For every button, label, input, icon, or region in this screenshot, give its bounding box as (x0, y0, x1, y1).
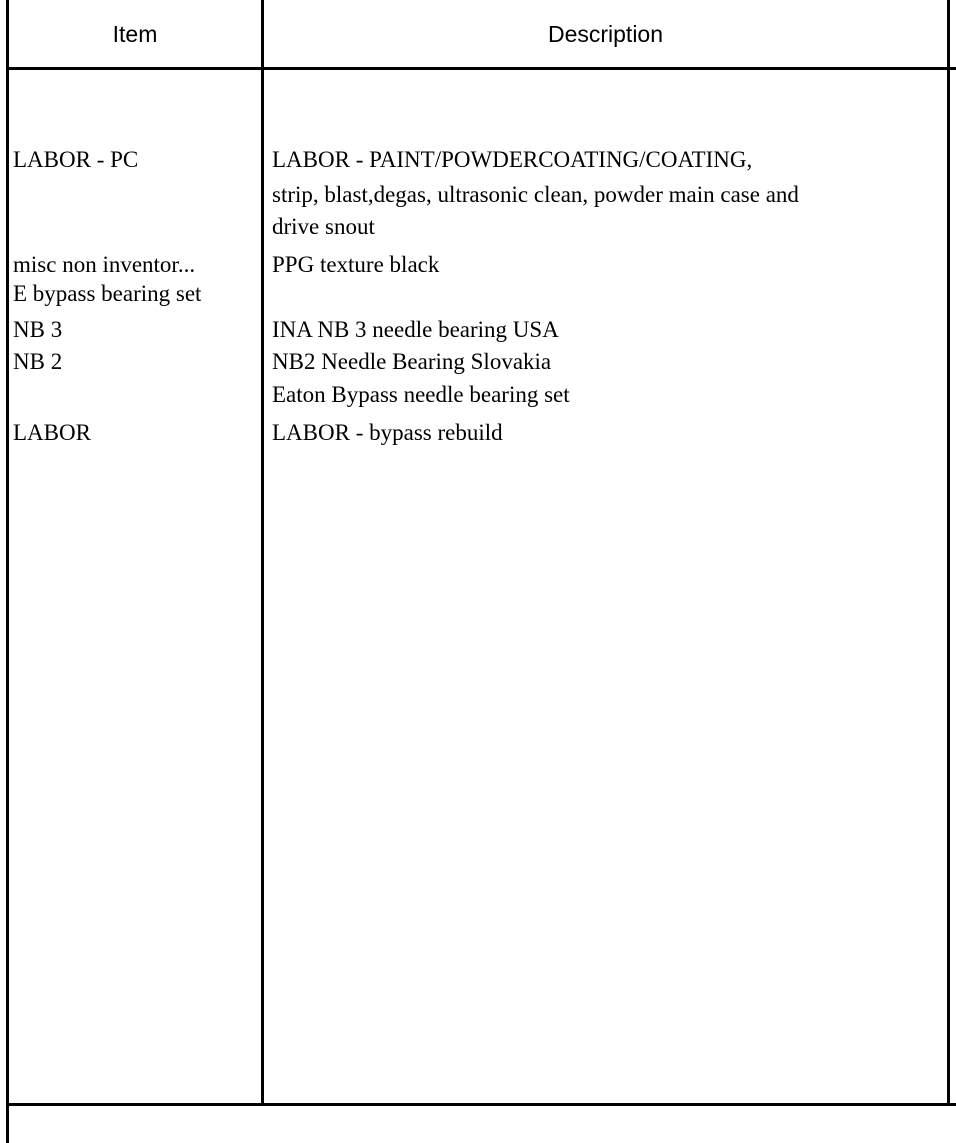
header-item: Item (112, 20, 158, 47)
left-border (6, 0, 9, 1143)
description-line: LABOR - bypass rebuild (272, 420, 503, 445)
right-border (947, 0, 950, 1106)
table-bottom-border (6, 1103, 956, 1106)
description-line: Eaton Bypass needle bearing set (272, 382, 570, 407)
description-line: drive snout (272, 214, 375, 239)
item-e-bypass-bearing-set: E bypass bearing set (13, 281, 202, 306)
description-line: strip, blast,degas, ultrasonic clean, powder main case and (272, 182, 799, 207)
description-line: INA NB 3 needle bearing USA (272, 317, 559, 342)
description-line: LABOR - PAINT/POWDERCOATING/COATING, (272, 147, 753, 172)
column-divider (261, 0, 264, 1106)
item-misc-non-inventory: misc non inventor... (13, 252, 196, 277)
item-labor: LABOR (13, 420, 91, 445)
item-nb-2: NB 2 (13, 349, 63, 374)
item-labor-pc: LABOR - PC (13, 147, 139, 172)
header-description: Description (547, 20, 664, 47)
item-nb-3: NB 3 (13, 317, 63, 342)
description-line: PPG texture black (272, 252, 440, 277)
description-line: NB2 Needle Bearing Slovakia (272, 349, 552, 374)
